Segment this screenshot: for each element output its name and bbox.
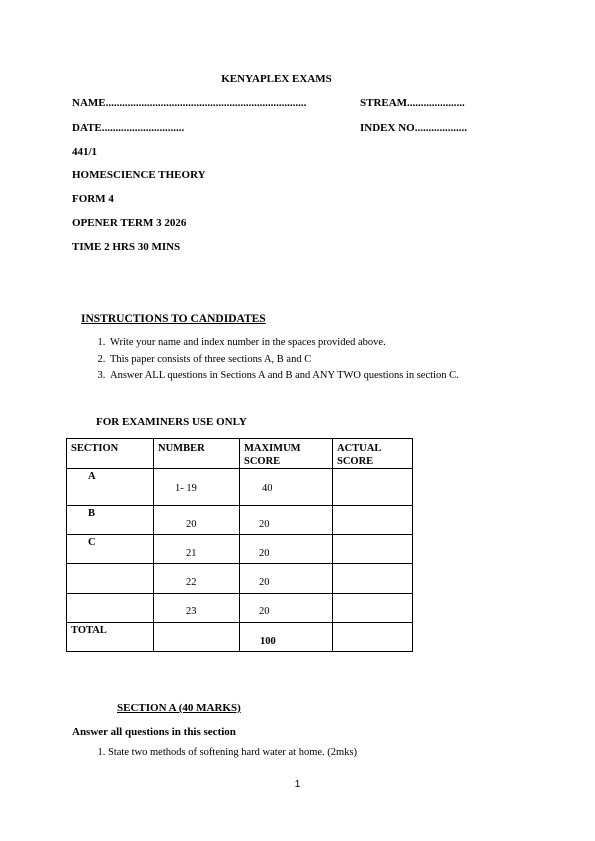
header-number: NUMBER	[154, 439, 240, 469]
row-actual-score[interactable]	[333, 506, 413, 535]
instructions-heading: INSTRUCTIONS TO CANDIDATES	[81, 313, 266, 325]
table-header-row	[67, 439, 413, 469]
table-row	[67, 594, 413, 623]
row-number: 21	[154, 535, 240, 564]
name-field: NAME.........................................................................	[72, 97, 307, 109]
index-number-field: INDEX NO...................	[360, 122, 467, 134]
examiners-use-heading: FOR EXAMINERS USE ONLY	[96, 416, 247, 428]
table-row	[67, 469, 413, 506]
page-number: 1	[294, 779, 301, 790]
subject-title: HOMESCIENCE THEORY	[72, 169, 206, 181]
section-a-heading: SECTION A (40 MARKS)	[117, 702, 241, 714]
instructions-list	[90, 335, 459, 385]
section-a-instruction: Answer all questions in this section	[72, 726, 236, 738]
row-actual-score[interactable]	[333, 594, 413, 623]
row-section	[67, 594, 154, 623]
row-max-score: 40	[240, 469, 333, 506]
question-item: 1. State two methods of softening hard water at home. (2mks)	[108, 747, 357, 758]
table-row	[67, 506, 413, 535]
time-allowed: TIME 2 HRS 30 MINS	[72, 241, 181, 253]
stream-field: STREAM.....................	[360, 97, 465, 109]
header-section: SECTION	[67, 439, 154, 469]
row-max-score: 20	[240, 594, 333, 623]
term-label: OPENER TERM 3 2026	[72, 217, 187, 229]
row-section: C	[67, 535, 154, 564]
row-section: TOTAL	[67, 623, 154, 652]
row-max-score: 20	[240, 535, 333, 564]
row-number: 20	[154, 506, 240, 535]
row-actual-score[interactable]	[333, 469, 413, 506]
row-section: B	[67, 506, 154, 535]
instruction-item: 2. This paper consists of three sections A, B and C	[108, 352, 459, 369]
table-total-row	[67, 623, 413, 652]
row-section: A	[67, 469, 154, 506]
form-level: FORM 4	[72, 193, 114, 205]
row-number: 1- 19	[154, 469, 240, 506]
row-max-score: 20	[240, 506, 333, 535]
row-max-score: 100	[240, 623, 333, 652]
row-actual-score[interactable]	[333, 623, 413, 652]
table-row	[67, 564, 413, 594]
header-maximum-score: MAXIMUM SCORE	[240, 439, 333, 469]
row-actual-score[interactable]	[333, 535, 413, 564]
examiners-score-table	[66, 438, 413, 652]
instruction-item: 3. Answer ALL questions in Sections A and B and ANY TWO questions in section C.	[108, 368, 459, 385]
row-number: 22	[154, 564, 240, 594]
table-row	[67, 535, 413, 564]
date-field: DATE..............................	[72, 122, 185, 134]
row-actual-score[interactable]	[333, 564, 413, 594]
row-number: 23	[154, 594, 240, 623]
row-section	[67, 564, 154, 594]
row-number	[154, 623, 240, 652]
paper-code: 441/1	[72, 146, 98, 158]
row-max-score: 20	[240, 564, 333, 594]
exam-title: KENYAPLEX EXAMS	[221, 73, 332, 85]
header-actual-score: ACTUAL SCORE	[333, 439, 413, 469]
instruction-item: 1. Write your name and index number in the spaces provided above.	[108, 335, 459, 352]
question-list	[90, 747, 357, 758]
